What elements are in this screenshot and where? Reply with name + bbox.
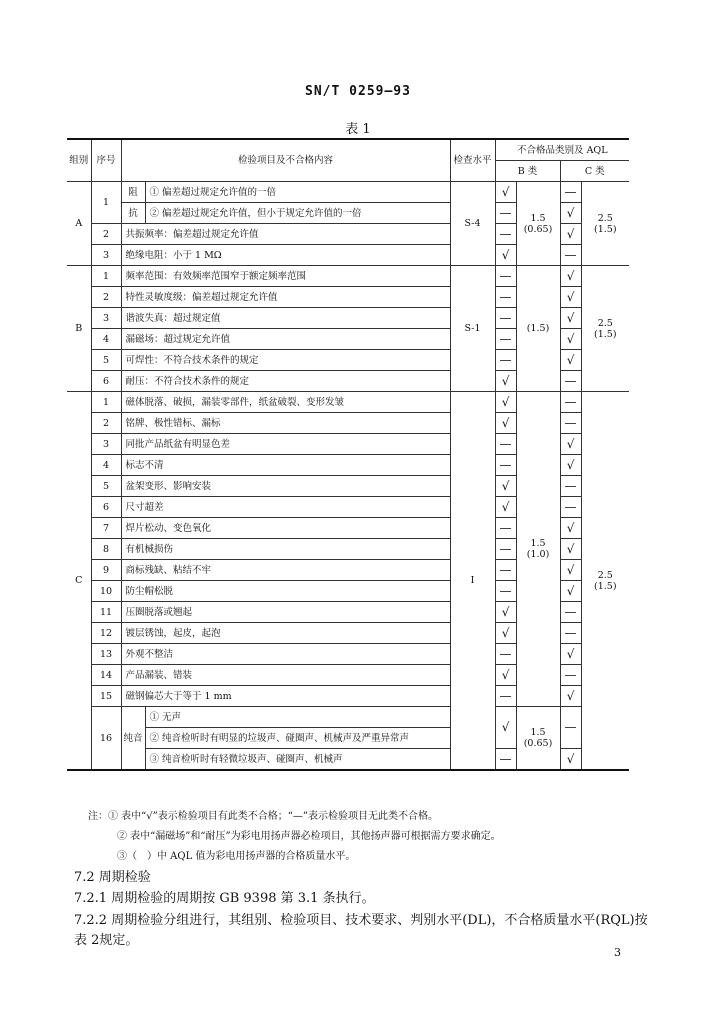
item-text: 盆架变形、影响安装 xyxy=(121,476,450,497)
document-code: SN/T 0259—93 xyxy=(305,84,411,99)
row-seq: 4 xyxy=(91,455,121,476)
c-mark: √ xyxy=(560,644,581,665)
item-text: 外观不整洁 xyxy=(121,644,450,665)
b-mark: √ xyxy=(495,182,516,203)
group-label: B xyxy=(67,266,91,392)
item-text: 标志不清 xyxy=(121,455,450,476)
item-text: 共振频率：偏差超过规定允许值 xyxy=(121,224,450,245)
item-text: 绝缘电阻：小于 1 MΩ xyxy=(121,245,450,266)
c-mark: √ xyxy=(560,539,581,560)
row-seq: 2 xyxy=(91,287,121,308)
row-seq: 6 xyxy=(91,371,121,392)
b-mark: — xyxy=(495,308,516,329)
item-text: ③ 纯音检听时有轻微垃圾声、碰圈声、机械声 xyxy=(145,749,450,771)
b-mark: — xyxy=(495,266,516,287)
b-mark: — xyxy=(495,539,516,560)
item-text: ① 无声 xyxy=(145,707,450,728)
b-mark: — xyxy=(495,224,516,245)
c-mark: — xyxy=(560,497,581,518)
inspection-level: S-4 xyxy=(450,182,495,266)
b-mark: — xyxy=(495,350,516,371)
col-aql-header: 不合格品类别及 AQL xyxy=(495,139,629,161)
c-mark: √ xyxy=(560,287,581,308)
b-mark: — xyxy=(495,644,516,665)
b-mark: — xyxy=(495,581,516,602)
group-label: A xyxy=(67,182,91,266)
b-aql: (1.5) xyxy=(516,266,560,392)
col-b-class-header: B 类 xyxy=(495,161,560,182)
c-mark: √ xyxy=(560,203,581,224)
row-seq: 12 xyxy=(91,623,121,644)
item-text: 频率范围：有效频率范围窄于额定频率范围 xyxy=(121,266,450,287)
item-text: 漏磁场：超过规定允许值 xyxy=(121,329,450,350)
c-mark: — xyxy=(560,392,581,413)
note-3: ③（ ）中 AQL 值为彩电用扬声器的合格质量水平。 xyxy=(117,851,356,862)
inspection-table xyxy=(67,138,629,771)
row-seq: 15 xyxy=(91,686,121,707)
c-aql: 2.5 (1.5) xyxy=(581,182,629,266)
item-text: 尺寸超差 xyxy=(121,497,450,518)
b-mark: — xyxy=(495,329,516,350)
item-text: 可焊性：不符合技术条件的规定 xyxy=(121,350,450,371)
item-text: 产品漏装、错装 xyxy=(121,665,450,686)
b-mark: — xyxy=(495,287,516,308)
item-text: 焊片松动、变色氧化 xyxy=(121,518,450,539)
row-seq: 1 xyxy=(91,182,121,224)
c-mark: √ xyxy=(560,749,581,771)
inspection-level: S-1 xyxy=(450,266,495,392)
b-mark: — xyxy=(495,455,516,476)
item-text: 防尘帽松脱 xyxy=(121,581,450,602)
note-2: ② 表中“漏磁场”和“耐压”为彩电用扬声器必检项目，其他扬声器可根据需方要求确定。 xyxy=(117,831,501,842)
item-text: ② 纯音检听时有明显的垃圾声、碰圈声、机械声及严重异常声 xyxy=(145,728,450,749)
item-text: 特性灵敏度级：偏差超过规定允许值 xyxy=(121,287,450,308)
b-mark: √ xyxy=(495,623,516,644)
b-mark: — xyxy=(495,686,516,707)
item-text: 铭牌、极性错标、漏标 xyxy=(121,413,450,434)
sub-label: 阻 xyxy=(121,182,145,203)
row-seq: 4 xyxy=(91,329,121,350)
b-mark: √ xyxy=(495,707,516,749)
b-mark: √ xyxy=(495,602,516,623)
c-mark: — xyxy=(560,182,581,203)
c-mark: √ xyxy=(560,308,581,329)
c-aql: 2.5 (1.5) xyxy=(581,392,629,771)
table-row xyxy=(67,266,629,287)
row-seq: 3 xyxy=(91,434,121,455)
b-mark: √ xyxy=(495,371,516,392)
c-mark: √ xyxy=(560,350,581,371)
sub-label: 纯音 xyxy=(121,707,145,771)
b-aql: 1.5 (0.65) xyxy=(516,182,560,266)
note-1: 注：① 表中“√”表示检验项目有此类不合格；“—”表示检验项目无此类不合格。 xyxy=(88,811,438,822)
c-mark: — xyxy=(560,665,581,686)
row-seq: 11 xyxy=(91,602,121,623)
row-seq: 6 xyxy=(91,497,121,518)
col-item-header: 检验项目及不合格内容 xyxy=(121,139,450,182)
row-seq: 8 xyxy=(91,539,121,560)
c-mark: √ xyxy=(560,686,581,707)
row-seq: 5 xyxy=(91,476,121,497)
section-7-2-2-line2: 表 2规定。 xyxy=(74,933,139,948)
b-mark: √ xyxy=(495,392,516,413)
b-mark: — xyxy=(495,749,516,771)
table-caption: 表 1 xyxy=(345,122,371,137)
c-mark: — xyxy=(560,623,581,644)
b-mark: √ xyxy=(495,497,516,518)
item-text: 有机械损伤 xyxy=(121,539,450,560)
col-level-header: 检查水平 xyxy=(450,139,495,182)
group-label: C xyxy=(67,392,91,771)
row-seq: 1 xyxy=(91,266,121,287)
c-mark: √ xyxy=(560,266,581,287)
item-text: ② 偏差超过规定允许值，但小于规定允许值的一倍 xyxy=(145,203,450,224)
c-mark: — xyxy=(560,413,581,434)
b-mark: — xyxy=(495,203,516,224)
table-row xyxy=(67,707,629,728)
item-text: 镀层锈蚀，起皮，起泡 xyxy=(121,623,450,644)
row-seq: 2 xyxy=(91,413,121,434)
b-mark: √ xyxy=(495,245,516,266)
table-row xyxy=(67,182,629,203)
inspection-level: I xyxy=(450,392,495,771)
c-mark: — xyxy=(560,371,581,392)
c-mark: √ xyxy=(560,581,581,602)
b-mark: — xyxy=(495,518,516,539)
row-seq: 10 xyxy=(91,581,121,602)
b-mark: √ xyxy=(495,665,516,686)
item-text: 谐波失真：超过规定值 xyxy=(121,308,450,329)
table-row xyxy=(67,392,629,413)
item-text: 磁钢偏芯大于等于 1 mm xyxy=(121,686,450,707)
item-text: 磁体脱落、破损，漏装零部件，纸盆破裂、变形发皱 xyxy=(121,392,450,413)
c-mark: √ xyxy=(560,224,581,245)
c-mark: √ xyxy=(560,434,581,455)
b-mark: √ xyxy=(495,476,516,497)
c-mark: √ xyxy=(560,329,581,350)
row-seq: 3 xyxy=(91,308,121,329)
row-seq: 5 xyxy=(91,350,121,371)
item-text: ① 偏差超过规定允许值的一倍 xyxy=(145,182,450,203)
row-seq: 9 xyxy=(91,560,121,581)
c-mark: √ xyxy=(560,455,581,476)
col-seq-header: 序号 xyxy=(91,139,121,182)
row-seq: 3 xyxy=(91,245,121,266)
c-mark: √ xyxy=(560,560,581,581)
item-text: 同批产品纸盆有明显色差 xyxy=(121,434,450,455)
item-text: 压圈脱落或翘起 xyxy=(121,602,450,623)
row-seq: 16 xyxy=(91,707,121,771)
b-aql: 1.5 (1.0) xyxy=(516,392,560,707)
item-text: 商标残缺、粘结不牢 xyxy=(121,560,450,581)
c-mark: — xyxy=(560,476,581,497)
row-seq: 14 xyxy=(91,665,121,686)
c-mark: — xyxy=(560,245,581,266)
b-mark: — xyxy=(495,434,516,455)
col-c-class-header: C 类 xyxy=(560,161,629,182)
col-group-header: 组别 xyxy=(67,139,91,182)
c-mark: — xyxy=(560,707,581,749)
row-seq: 2 xyxy=(91,224,121,245)
b-mark: — xyxy=(495,560,516,581)
section-7-2-1: 7.2.1 周期检验的周期按 GB 9398 第 3.1 条执行。 xyxy=(74,891,375,906)
sub-label: 抗 xyxy=(121,203,145,224)
row-seq: 7 xyxy=(91,518,121,539)
c-mark: √ xyxy=(560,518,581,539)
section-7-2-2-line1: 7.2.2 周期检验分组进行，其组别、检验项目、技术要求、判别水平(DL)，不合格质量水平(RQL)按 xyxy=(74,913,648,928)
section-7-2-heading: 7.2 周期检验 xyxy=(74,870,151,885)
row-seq: 13 xyxy=(91,644,121,665)
b-aql: 1.5 (0.65) xyxy=(516,707,560,771)
c-mark: — xyxy=(560,602,581,623)
c-aql: 2.5 (1.5) xyxy=(581,266,629,392)
page-number: 3 xyxy=(614,946,621,959)
item-text: 耐压：不符合技术条件的规定 xyxy=(121,371,450,392)
row-seq: 1 xyxy=(91,392,121,413)
b-mark: √ xyxy=(495,413,516,434)
